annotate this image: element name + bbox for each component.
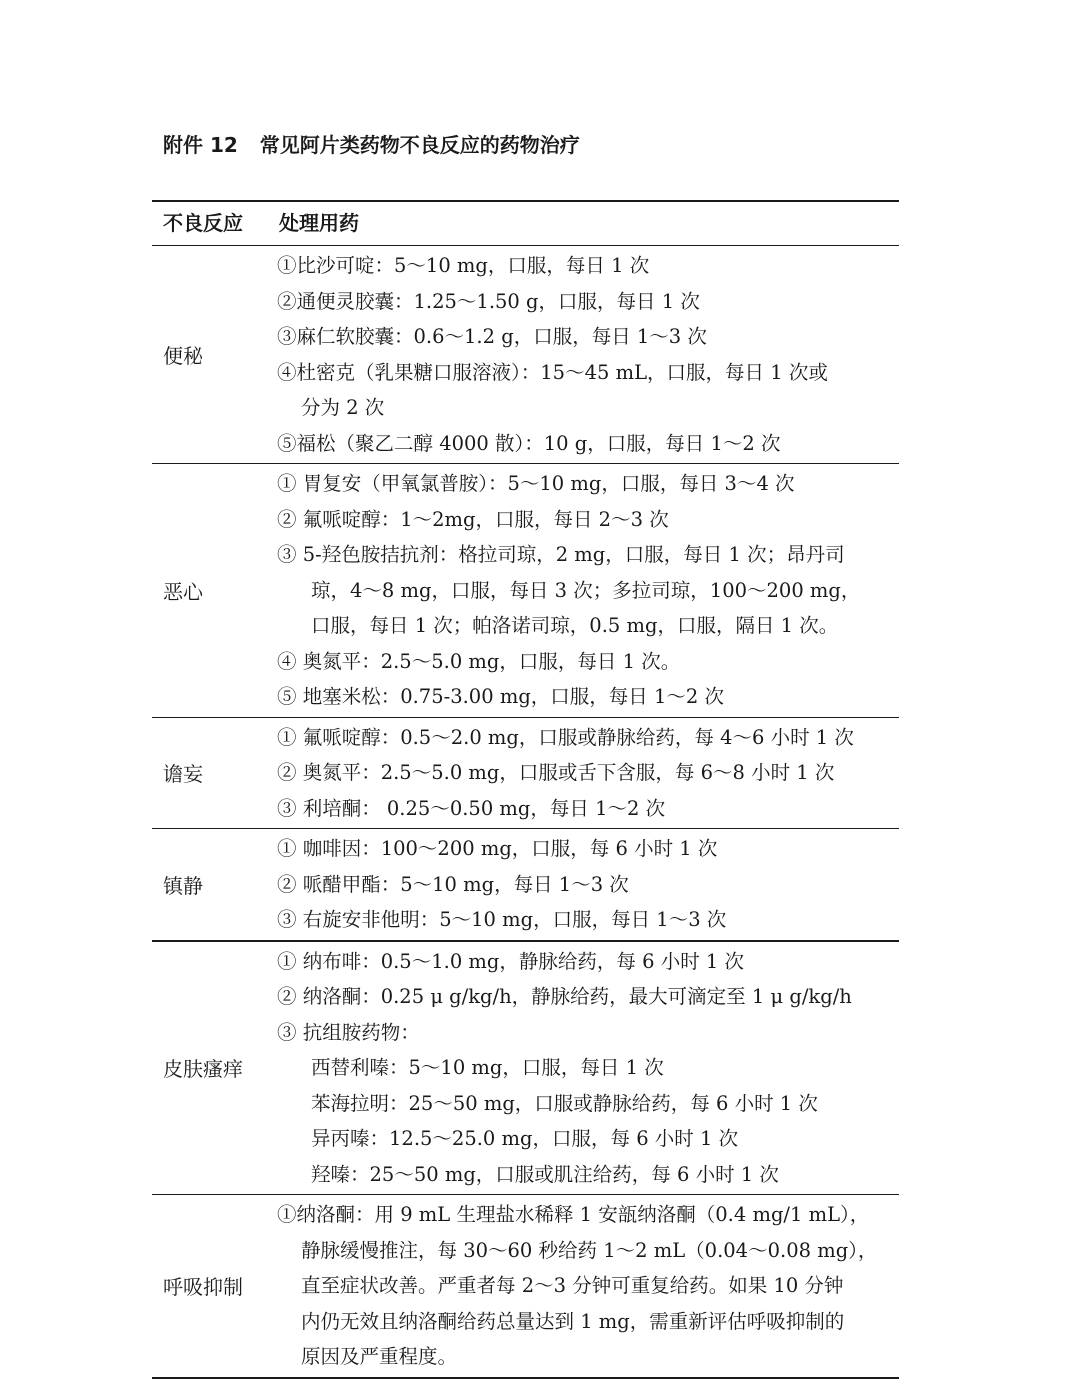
row-label: 呼吸抑制	[163, 1275, 243, 1300]
row-label: 谵妄	[163, 762, 203, 787]
adverse-reaction-table	[152, 200, 899, 1379]
header-adverse-reaction: 不良反应	[163, 211, 243, 235]
row-label: 恶心	[163, 579, 203, 604]
treatment-line: 直至症状改善。严重者每 2～3 分钟可重复给药。如果 10 分钟	[301, 1274, 844, 1297]
treatment-line: ② 哌醋甲酯：5～10 mg，每日 1～3 次	[277, 872, 629, 896]
treatment-cell	[277, 829, 899, 940]
treatment-line: ① 氟哌啶醇：0.5～2.0 mg，口服或静脉给药，每 4～6 小时 1 次	[277, 725, 854, 749]
treatment-line: ② 纳洛酮：0.25 μ g/kg/h，静脉给药，最大可滴定至 1 μ g/kg/h	[277, 985, 852, 1008]
treatment-line: ③麻仁软胶囊：0.6～1.2 g，口服，每日 1～3 次	[277, 325, 707, 348]
treatment-line: ① 咖啡因：100～200 mg，口服，每 6 小时 1 次	[277, 837, 718, 860]
treatment-line: ② 奥氮平：2.5～5.0 mg，口服或舌下含服，每 6～8 小时 1 次	[277, 761, 835, 784]
table-row	[152, 464, 899, 718]
treatment-line: 苯海拉明：25～50 mg，口服或静脉给药，每 6 小时 1 次	[311, 1091, 818, 1115]
treatment-line: 琼，4～8 mg，口服，每日 3 次；多拉司琼，100～200 mg，	[311, 578, 861, 602]
treatment-line: ①纳洛酮：用 9 mL 生理盐水稀释 1 安瓿纳洛酮（0.4 mg/1 mL），	[277, 1203, 870, 1226]
header-treatment: 处理用药	[279, 211, 359, 235]
table-body	[152, 246, 899, 1379]
title-prefix: 附件 12	[163, 133, 238, 157]
treatment-line: ③ 右旋安非他明：5～10 mg，口服，每日 1～3 次	[277, 908, 727, 931]
treatment-line: ③ 5-羟色胺拮抗剂：格拉司琼，2 mg，口服，每日 1 次；昂丹司	[277, 543, 845, 566]
treatment-line: ③ 抗组胺药物：	[277, 1020, 420, 1044]
treatment-cell	[277, 246, 899, 463]
treatment-line: 羟嗪：25～50 mg，口服或肌注给药，每 6 小时 1 次	[311, 1162, 779, 1186]
table-row	[152, 246, 899, 464]
table-row	[152, 942, 899, 1196]
treatment-cell	[277, 942, 899, 1195]
treatment-line: ③ 利培酮： 0.25～0.50 mg，每日 1～2 次	[277, 796, 666, 820]
table-header	[152, 200, 899, 246]
treatment-cell	[277, 1195, 899, 1377]
treatment-line: 西替利嗪：5～10 mg，口服，每日 1 次	[311, 1056, 664, 1079]
treatment-line: ⑤福松（聚乙二醇 4000 散）：10 g，口服，每日 1～2 次	[277, 431, 781, 455]
treatment-line: ④杜密克（乳果糖口服溶液）：15～45 mL，口服，每日 1 次或	[277, 360, 828, 384]
treatment-line: ⑤ 地塞米松：0.75-3.00 mg，口服，每日 1～2 次	[277, 685, 725, 708]
table-row	[152, 718, 899, 830]
treatment-line: ②通便灵胶囊：1.25～1.50 g，口服，每日 1 次	[277, 289, 700, 313]
treatment-line: ①比沙可啶：5～10 mg，口服，每日 1 次	[277, 254, 650, 277]
row-label: 镇静	[163, 873, 203, 898]
treatment-line: ④ 奥氮平：2.5～5.0 mg，口服，每日 1 次。	[277, 649, 681, 673]
title-text: 常见阿片类药物不良反应的药物治疗	[259, 133, 580, 157]
row-label: 便秘	[163, 344, 203, 368]
treatment-line: 分为 2 次	[301, 396, 385, 419]
table-row	[152, 1195, 899, 1379]
treatment-line: 静脉缓慢推注，每 30～60 秒给药 1～2 mL（0.04～0.08 mg），	[301, 1238, 878, 1262]
treatment-cell	[277, 464, 899, 717]
treatment-line: ① 胃复安（甲氧氯普胺）：5～10 mg，口服，每日 3～4 次	[277, 472, 795, 495]
treatment-cell	[277, 718, 899, 829]
row-label: 皮肤瘙痒	[163, 1057, 243, 1082]
treatment-line: ② 氟哌啶醇：1～2mg，口服，每日 2～3 次	[277, 507, 669, 531]
document-title	[163, 130, 580, 160]
treatment-line: 原因及严重程度。	[301, 1345, 458, 1368]
treatment-line: ① 纳布啡：0.5～1.0 mg，静脉给药，每 6 小时 1 次	[277, 949, 745, 973]
treatment-line: 口服，每日 1 次；帕洛诺司琼，0.5 mg，口服，隔日 1 次。	[311, 614, 839, 637]
table-row	[152, 829, 899, 942]
treatment-line: 异丙嗪：12.5～25.0 mg，口服，每 6 小时 1 次	[311, 1127, 739, 1150]
treatment-line: 内仍无效且纳洛酮给药总量达到 1 mg，需重新评估呼吸抑制的	[301, 1309, 845, 1333]
